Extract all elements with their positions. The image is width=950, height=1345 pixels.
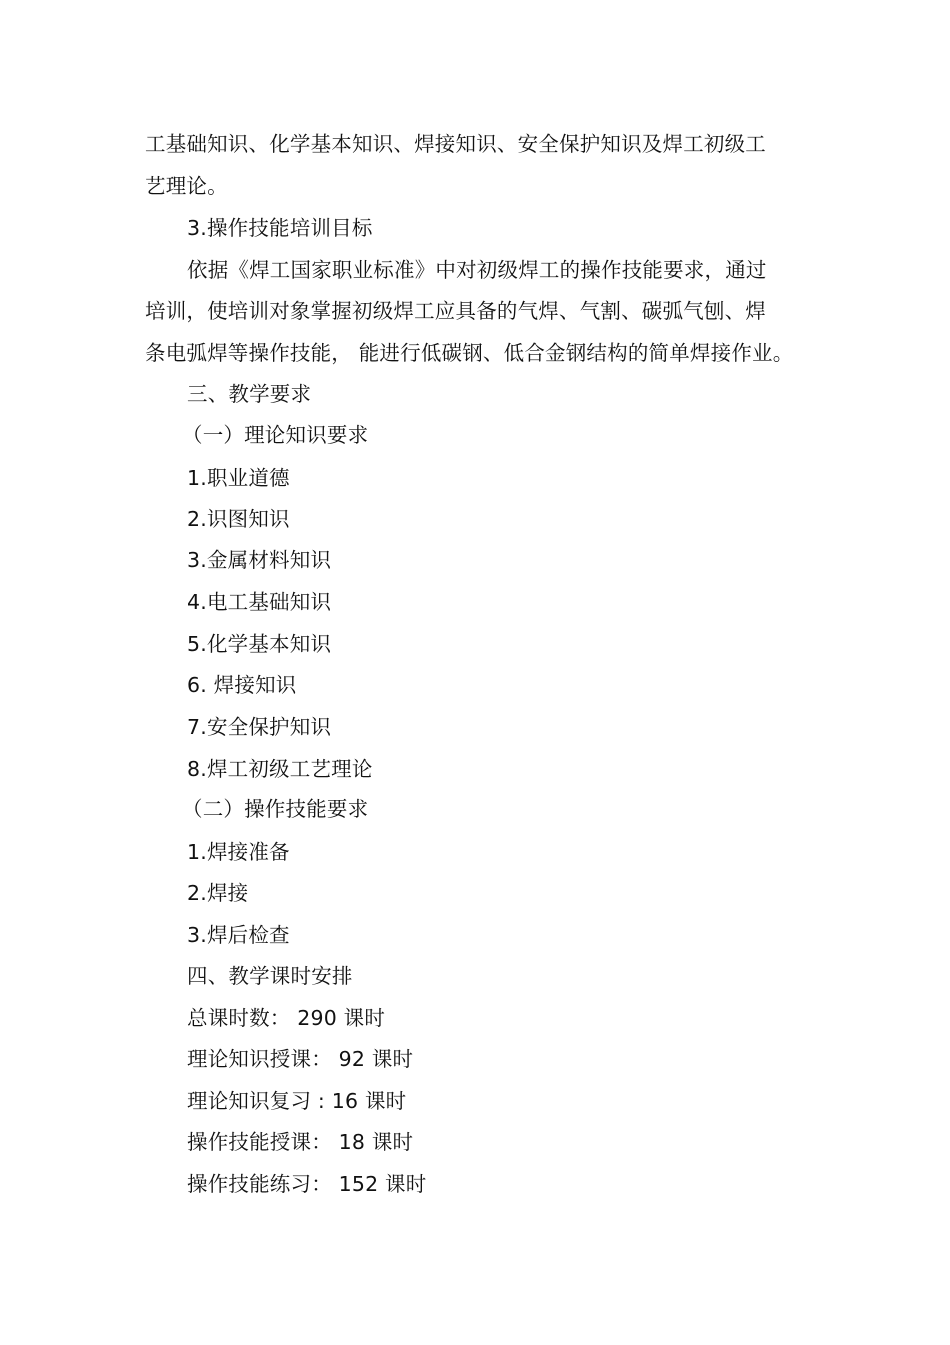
schedule-row: 操作技能授课： 18 课时 xyxy=(187,1130,414,1154)
section-heading: 三、教学要求 xyxy=(187,382,312,406)
list-item: 2.识图知识 xyxy=(187,507,290,531)
paragraph-line: 条电弧焊等操作技能， 能进行低碳钢、低合金钢结构的简单焊接作业。 xyxy=(145,341,794,365)
schedule-row: 操作技能练习： 152 课时 xyxy=(187,1172,427,1196)
list-item: 3.金属材料知识 xyxy=(187,548,332,572)
section-heading: 3.操作技能培训目标 xyxy=(187,216,373,240)
list-item: 1.职业道德 xyxy=(187,466,290,490)
paragraph-line: 依据《焊工国家职业标准》中对初级焊工的操作技能要求，通过 xyxy=(187,258,767,282)
subsection-heading: （一）理论知识要求 xyxy=(182,423,369,447)
paragraph-line: 培训，使培训对象掌握初级焊工应具备的气焊、气割、碳弧气刨、焊 xyxy=(145,299,766,323)
list-item: 8.焊工初级工艺理论 xyxy=(187,757,373,781)
section-heading: 四、教学课时安排 xyxy=(187,964,353,988)
subsection-heading: （二）操作技能要求 xyxy=(182,797,369,821)
schedule-row: 总课时数： 290 课时 xyxy=(187,1006,386,1030)
paragraph-line: 工基础知识、化学基本知识、焊接知识、安全保护知识及焊工初级工 xyxy=(145,132,766,156)
list-item: 1.焊接准备 xyxy=(187,840,290,864)
list-item: 6. 焊接知识 xyxy=(187,673,297,697)
list-item: 2.焊接 xyxy=(187,881,249,905)
schedule-row: 理论知识授课： 92 课时 xyxy=(187,1047,414,1071)
paragraph-line: 艺理论。 xyxy=(145,174,228,198)
list-item: 7.安全保护知识 xyxy=(187,715,332,739)
list-item: 4.电工基础知识 xyxy=(187,590,332,614)
schedule-row: 理论知识复习 : 16 课时 xyxy=(187,1089,407,1113)
list-item: 3.焊后检查 xyxy=(187,923,290,947)
list-item: 5.化学基本知识 xyxy=(187,632,332,656)
